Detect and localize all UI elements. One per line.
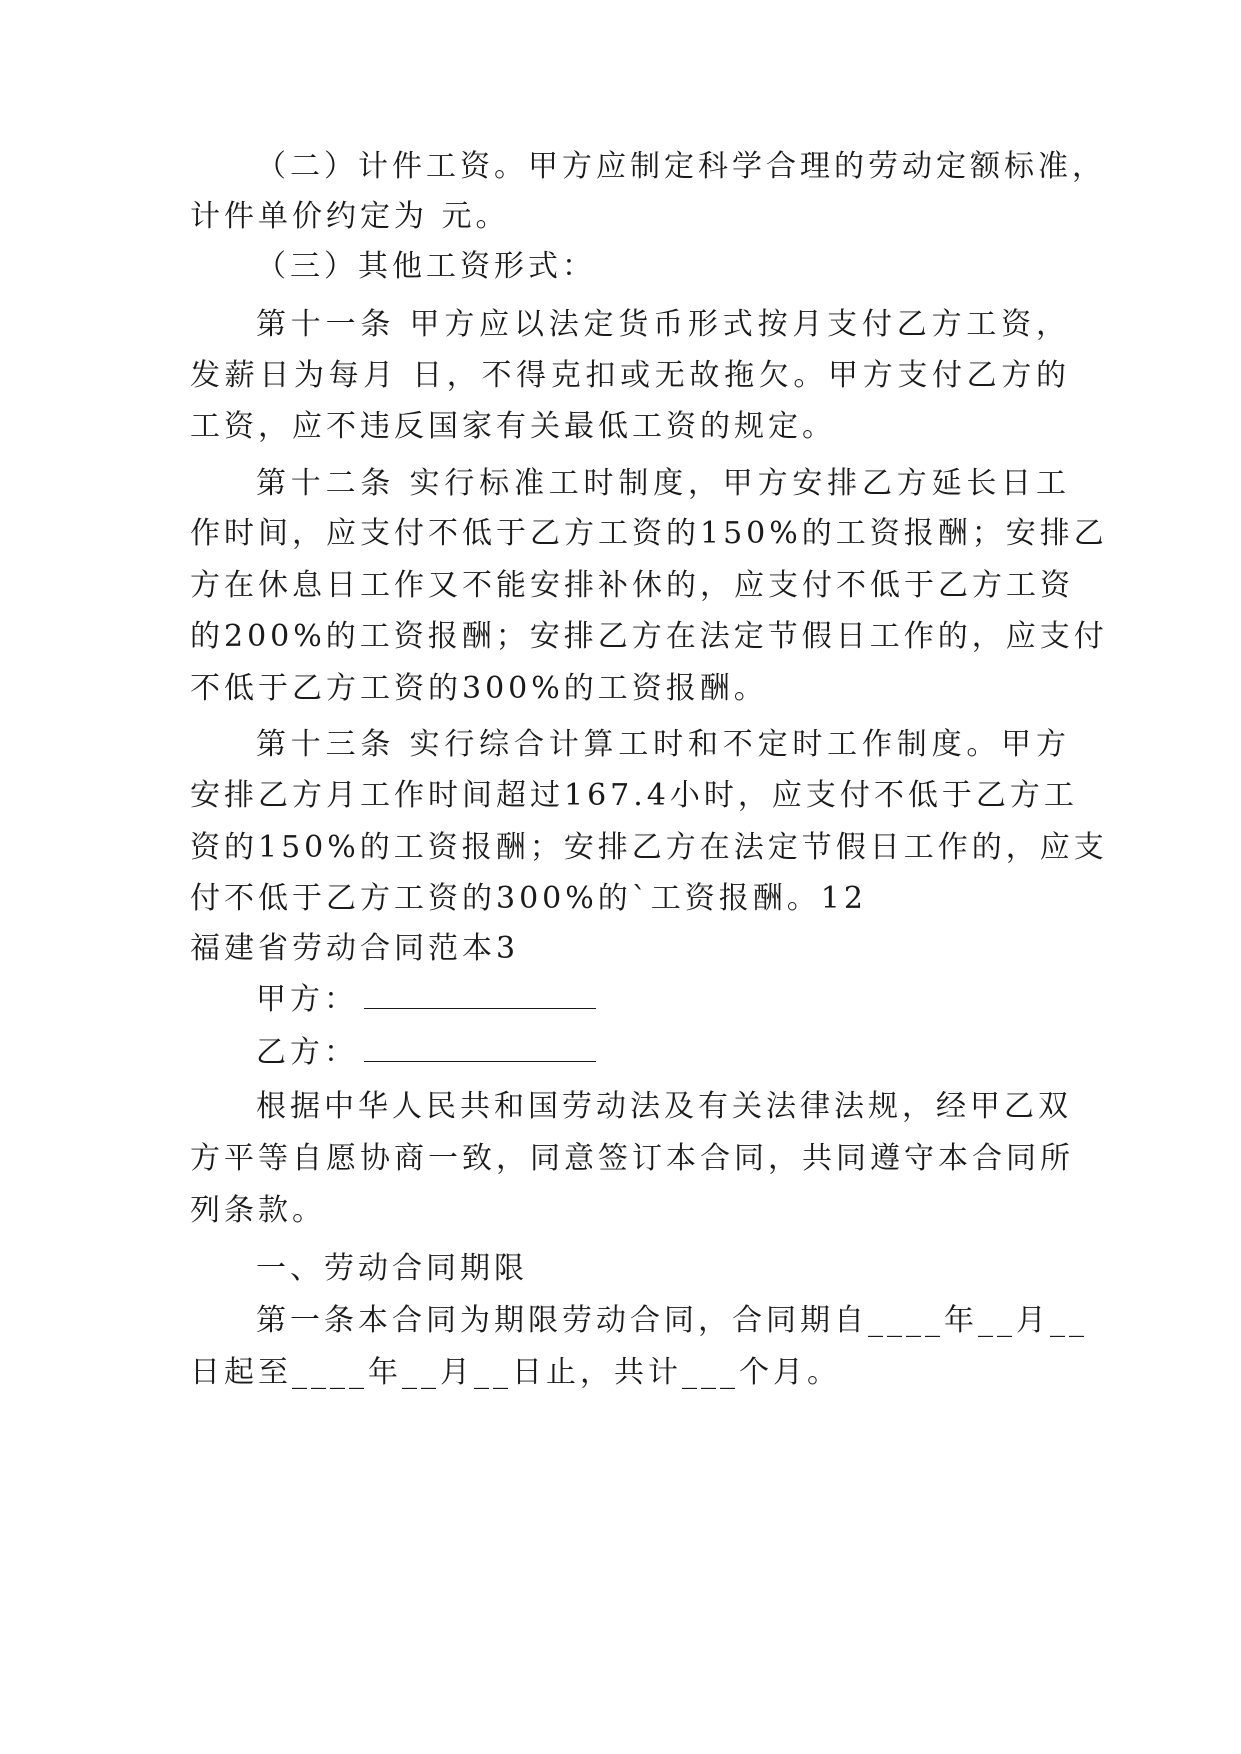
paragraph-line: 第一条本合同为期限劳动合同，合同期自____年__月__ [256, 1303, 1088, 1338]
paragraph-line: 安排乙方月工作时间超过167.4小时，应支付不低于乙方工 [190, 778, 1078, 813]
paragraph-line: 列条款。 [190, 1193, 326, 1228]
paragraph-line: 方平等自愿协商一致，同意签订本合同，共同遵守本合同所 [190, 1141, 1074, 1176]
party-a-label: 甲方： [256, 982, 358, 1017]
paragraph-line: （二）计件工资。甲方应制定科学合理的劳动定额标准， [256, 149, 1106, 184]
paragraph-line: 日起至____年__月__日止，共计___个月。 [190, 1355, 841, 1390]
paragraph-line: 方在休息日工作又不能安排补休的，应支付不低于乙方工资 [190, 568, 1074, 603]
section-title: 福建省劳动合同范本3 [190, 931, 520, 966]
paragraph-line: 的200%的工资报酬；安排乙方在法定节假日工作的，应支付 [190, 619, 1108, 654]
party-a-blank [364, 982, 596, 1009]
paragraph-line: 第十三条 实行综合计算工时和不定时工作制度。甲方 [256, 727, 1070, 762]
paragraph-line: 根据中华人民共和国劳动法及有关法律法规，经甲乙双 [256, 1089, 1072, 1124]
paragraph-line: （三）其他工资形式： [256, 249, 596, 284]
paragraph-line: 计件单价约定为 元。 [190, 199, 510, 234]
party-a-row [256, 980, 1070, 1020]
paragraph-line: 作时间，应支付不低于乙方工资的150%的工资报酬；安排乙 [190, 516, 1108, 551]
party-b-row [256, 1033, 1070, 1073]
party-b-label: 乙方： [256, 1035, 358, 1070]
paragraph-line: 付不低于乙方工资的300%的`工资报酬。12 [190, 881, 867, 916]
paragraph-line: 第十二条 实行标准工时制度，甲方安排乙方延长日工 [256, 466, 1070, 501]
paragraph-line: 资的150%的工资报酬；安排乙方在法定节假日工作的，应支 [190, 830, 1108, 865]
paragraph-line: 工资，应不违反国家有关最低工资的规定。 [190, 409, 836, 444]
paragraph-line: 发薪日为每月 日，不得克扣或无故拖欠。甲方支付乙方的 [190, 358, 1070, 393]
paragraph-line: 第十一条 甲方应以法定货币形式按月支付乙方工资， [256, 307, 1070, 342]
clause-heading: 一、劳动合同期限 [256, 1251, 528, 1286]
party-b-blank [364, 1035, 596, 1062]
paragraph-line: 不低于乙方工资的300%的工资报酬。 [190, 671, 768, 706]
